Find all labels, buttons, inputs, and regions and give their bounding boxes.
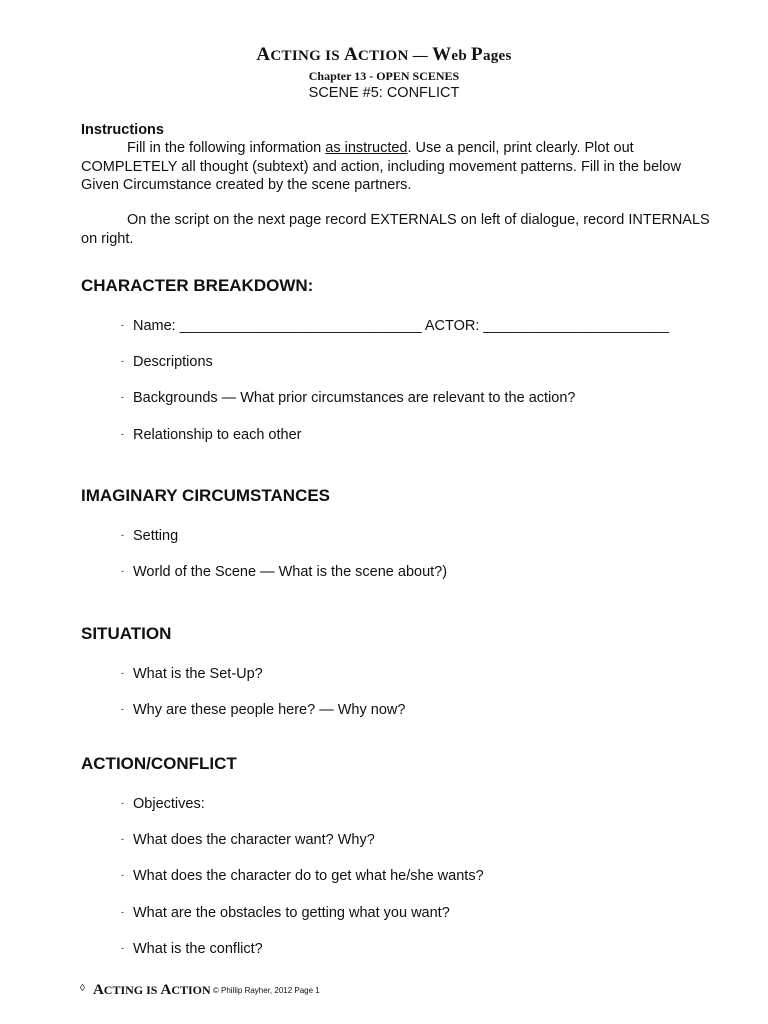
footer-copyright: © Phillip Rayher, 2012 Page 1 — [210, 986, 320, 995]
section-heading-character: CHARACTER BREAKDOWN: — [81, 276, 314, 295]
list-item — [121, 868, 484, 884]
list-item-text: What is the conflict? — [133, 941, 263, 957]
list-item — [121, 427, 301, 443]
list-item — [121, 832, 375, 848]
title-part: CTING IS — [270, 48, 344, 64]
title-part: A — [343, 44, 358, 65]
instructions-paragraph-1 — [81, 139, 721, 195]
list-item-text: Relationship to each other — [133, 427, 302, 443]
list-item — [121, 941, 263, 957]
footer-brand — [93, 983, 211, 997]
section-heading-action: ACTION/CONFLICT — [81, 754, 237, 773]
bullet: - — [121, 704, 124, 714]
bullet: - — [121, 907, 124, 917]
title-part: A — [256, 44, 271, 65]
brand-part: A — [160, 982, 172, 998]
bullet: - — [121, 392, 124, 402]
paragraph-text: Fill in the following information — [127, 140, 326, 156]
underlined-phrase: as instructed — [325, 140, 408, 156]
bullet: - — [121, 530, 124, 540]
bullet: - — [121, 356, 124, 366]
brand-part: A — [92, 982, 104, 998]
list-item — [121, 905, 450, 921]
bullet: - — [121, 566, 124, 576]
list-item — [121, 702, 405, 718]
section-heading-situation: SITUATION — [81, 624, 172, 643]
list-item — [121, 528, 178, 544]
chapter-subtitle: Chapter 13 - OPEN SCENES — [308, 69, 460, 83]
bullet: - — [121, 429, 124, 439]
paragraph-text: On the script on the next page record EXTERNALS on left of dialogue, record INTERNALS on right. — [81, 212, 710, 247]
page-footer — [80, 982, 320, 999]
document-title — [0, 44, 768, 66]
brand-part: CTING IS — [103, 983, 161, 997]
list-item-text: What is the Set-Up? — [133, 666, 263, 682]
bullet: - — [121, 834, 124, 844]
list-item-text: Setting — [133, 528, 179, 544]
title-part: W — [432, 44, 452, 65]
title-part: P — [471, 44, 483, 65]
list-item — [121, 796, 205, 812]
bullet: - — [121, 870, 124, 880]
section-heading-imaginary: IMAGINARY CIRCUMSTANCES — [81, 486, 331, 505]
list-item — [121, 390, 575, 406]
bullet: - — [121, 943, 124, 953]
title-part: CTION — — [357, 48, 433, 64]
bullet: - — [121, 668, 124, 678]
list-item-text: Objectives: — [133, 796, 205, 812]
scene-subtitle: SCENE #5: CONFLICT — [308, 85, 460, 101]
list-item-text: What are the obstacles to getting what you want? — [133, 905, 450, 921]
list-item-name — [121, 318, 669, 334]
list-item — [121, 666, 263, 682]
paragraph-text: . Use a pencil, print clearly. Plot out COMPLETELY all thought (subtext) and action, including movement patterns. Fill in the below Given Circumstance created by the scene partners. — [81, 140, 681, 193]
list-item-text: Name: ______________________________ ACTOR: _______________________ — [133, 318, 669, 334]
list-item-text: What does the character do to get what he/she wants? — [133, 868, 484, 884]
instructions-heading: Instructions — [81, 122, 164, 138]
list-item-text: Why are these people here? — Why now? — [133, 702, 406, 718]
list-item — [121, 564, 447, 580]
instructions-paragraph-2 — [81, 211, 721, 248]
list-item-text: Descriptions — [133, 354, 213, 370]
list-item-text: Backgrounds — What prior circumstances are relevant to the action? — [133, 390, 576, 406]
diamond-icon: ◊ — [80, 983, 85, 994]
list-item — [121, 354, 213, 370]
title-part: ages — [482, 48, 512, 64]
bullet: - — [121, 320, 124, 330]
list-item-text: World of the Scene — What is the scene about?) — [133, 564, 448, 580]
brand-part: CTION — [171, 983, 211, 997]
list-item-text: What does the character want? Why? — [133, 832, 375, 848]
bullet: - — [121, 798, 124, 808]
title-part: eb — [451, 48, 472, 64]
